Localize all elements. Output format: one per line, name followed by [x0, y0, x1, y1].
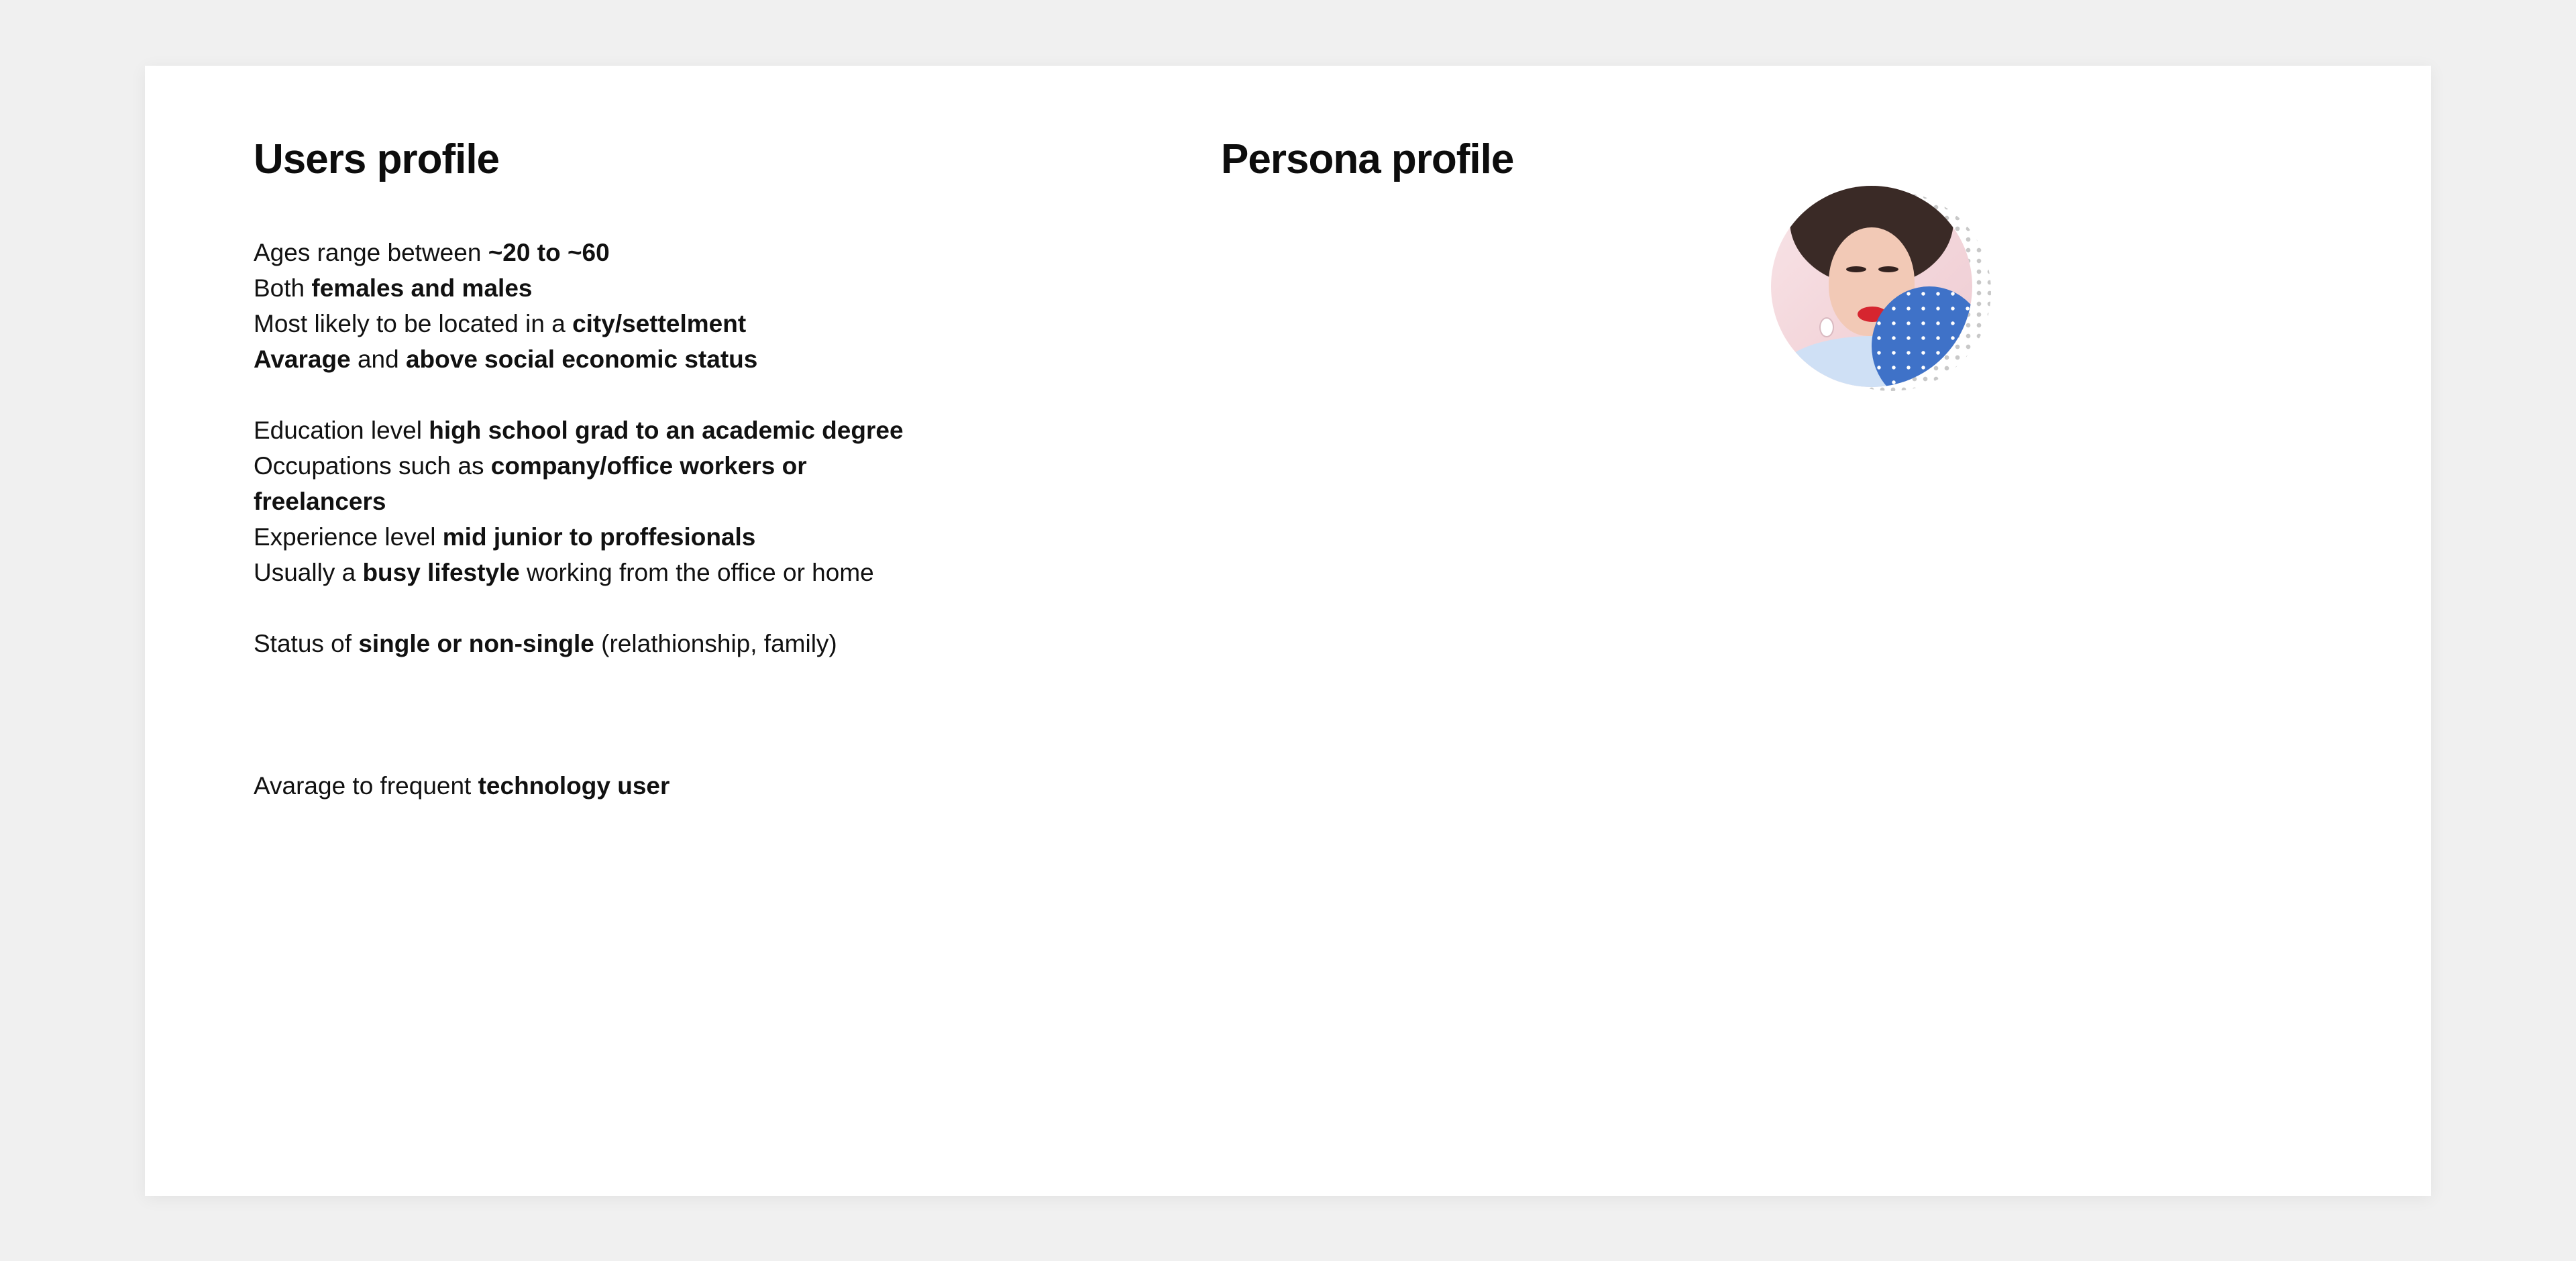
- body-text: Occupations such as: [254, 452, 491, 480]
- emphasized-text: high school grad to an academic degree: [429, 417, 904, 445]
- emphasized-text: technology user: [478, 772, 670, 800]
- body-text: Ages range between: [254, 239, 488, 267]
- emphasized-text: single or non-single: [358, 630, 594, 658]
- paragraph: [1221, 555, 2026, 661]
- emphasized-text: Avarage: [254, 345, 351, 374]
- users-profile-column: [254, 137, 938, 839]
- profile-columns: [254, 137, 2324, 839]
- emphasized-text: ~20 to ~60: [488, 239, 610, 267]
- body-text: Status of: [254, 630, 359, 658]
- emphasized-text: above social economic status: [405, 345, 758, 374]
- paragraph: [254, 413, 938, 590]
- users-profile-title: Users profile: [254, 136, 500, 182]
- body-text: Usually a: [254, 559, 363, 587]
- body-text: Education level: [254, 417, 429, 445]
- emphasized-text: mid junior to proffesionals: [442, 523, 756, 551]
- users-blocks: [254, 235, 938, 804]
- paragraph: [254, 626, 938, 804]
- paragraph: [1221, 697, 2026, 768]
- persona-profile-title: Persona profile: [1221, 136, 1514, 182]
- body-text: Most likely to be located in a: [254, 310, 573, 338]
- avatar-eye-shape: [1846, 266, 1866, 272]
- emphasized-text: females and males: [311, 274, 533, 303]
- body-text: (relathionship, family): [594, 630, 837, 658]
- body-text: Both: [254, 274, 312, 303]
- body-text: working from the office or home: [519, 559, 874, 587]
- paragraph: [1221, 448, 2026, 519]
- paragraph: [254, 235, 938, 377]
- emphasized-text: city/settelment: [572, 310, 747, 338]
- avatar-eye-shape: [1878, 266, 1898, 272]
- body-text: Avarage to frequent: [254, 772, 478, 800]
- body-text: and: [350, 345, 406, 374]
- persona-profile-column: [1221, 137, 2431, 804]
- persona-photo: [1771, 186, 1972, 387]
- avatar-earring-shape: [1819, 317, 1834, 337]
- body-text: Experience level: [254, 523, 443, 551]
- profile-card: [145, 66, 2431, 1196]
- emphasized-text: busy lifestyle: [362, 559, 520, 587]
- emphasized-text: company/office workers or freelancers: [254, 452, 807, 516]
- persona-avatar: [1771, 186, 1992, 400]
